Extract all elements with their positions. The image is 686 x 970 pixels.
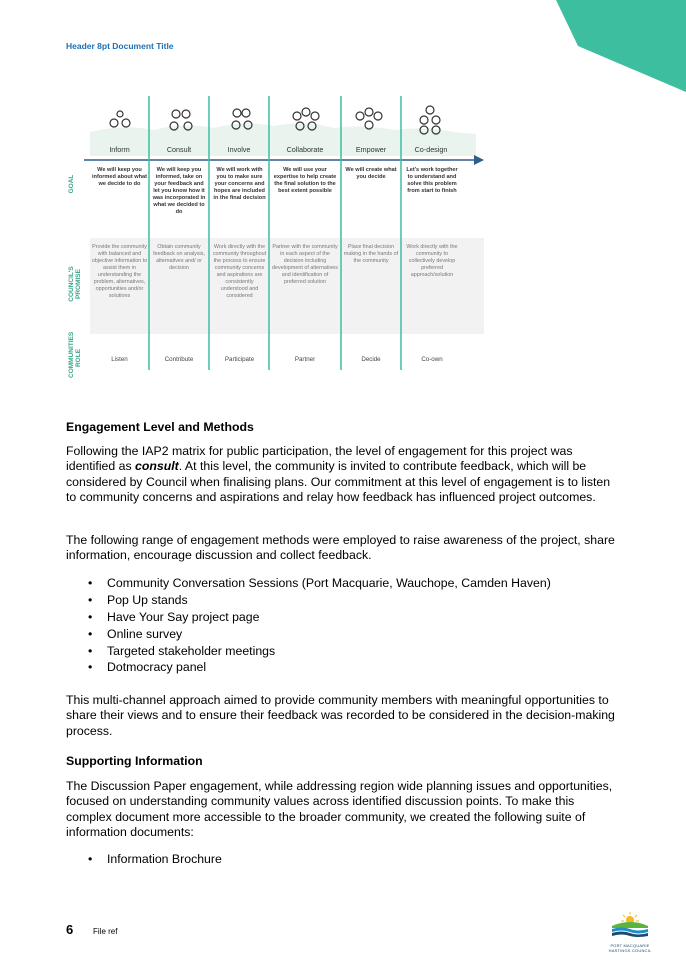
promise-collaborate: Partner with the community in each aspect of the decision including development of alternatives and identification of preferred solution [272,244,338,285]
promise-empower: Place final decision making in the hands of the community [343,244,399,264]
file-ref: File ref [93,927,118,936]
engagement-methods-list [66,575,551,676]
logo-text-line1: PORT MACQUARIE [610,943,650,948]
role-collaborate: Partner [294,356,316,363]
goal-consult: We will keep you informed, take on your feedback and let you know how it was incorporated in what we decided to do [152,167,206,215]
role-consult: Contribute [164,356,194,363]
p1-text-before: Following the IAP2 matrix for public participation, the level of engagement for this project was identified as [66,444,573,474]
council-logo [608,912,652,953]
goal-co-design: Let's work together to understand and solve this problem from start to finish [406,167,458,194]
engagement-paragraph-1 [66,444,622,505]
page-number: 6 [66,922,74,937]
supporting-paragraph: The Discussion Paper engagement, while addressing region wide planning issues and opportunities, focused on understanding community values across identified discussion points. To make this complex document more accessible to the broader community, we created the following suite of information documents: [66,779,613,839]
role-co-design: Co-own [421,356,443,363]
p1-text-after: . At this level, the community is invited to contribute feedback, which will be considered by Council when finalising plans. Our commitment at this level of engagement is to listen to community concerns and aspirations and relay how feedback has influenced project outcomes. [66,459,611,504]
row-label-promise: COUNCIL'S PROMISE [68,266,82,302]
promise-inform: Provide the community with balanced and objective information to assist them in understanding the problem, alternatives, opportunities and/or solutions [91,244,148,299]
goal-inform: We will keep you informed about what we decide to do [91,167,147,187]
matrix-graphic [64,94,484,370]
stage-inform: Inform [109,145,130,154]
engagement-paragraph-2: The following range of engagement methods were employed to raise awareness of the project, share information, encourage discussion and collect feedback. [66,533,615,563]
p1-emphasis-consult: consult [135,459,179,474]
stage-involve: Involve [227,145,251,154]
corner-decoration [556,0,686,92]
promise-involve: Work directly with the community throughout the process to ensure community concerns and aspirations are consistently understood and considered [212,244,267,299]
promise-consult: Obtain community feedback on analysis, alternatives and/ or decision [153,244,205,271]
promise-co-design: Work directly with the community to collectively develop preferred approach/solution [406,244,458,278]
list-item: • Targeted stakeholder meetings [66,643,551,660]
header-document-title: Header 8pt Document Title [66,41,174,51]
stage-consult: Consult [166,145,192,154]
list-item: • Have Your Say project page [66,609,551,626]
row-label-role: COMMUNITIES ROLE [68,331,82,378]
role-involve: Participate [224,356,255,363]
role-inform: Listen [111,356,128,363]
heading-supporting-information: Supporting Information [66,754,203,768]
stage-empower: Empower [355,145,387,154]
goal-involve: We will work with you to make sure your concerns and hopes are included in the final decision [213,167,266,201]
iap2-matrix [64,94,484,378]
goal-collaborate: We will use your expertise to help create the final solution to the best extent possible [273,167,337,194]
logo-text-line2: HASTINGS COUNCIL [608,948,652,953]
stage-co-design: Co-design [414,145,448,154]
stage-collaborate: Collaborate [286,145,324,154]
row-label-goal: GOAL [68,174,75,194]
role-empower: Decide [361,356,381,363]
list-item: • Dotmocracy panel [66,659,551,676]
list-item: • Information Brochure [66,851,222,868]
heading-engagement-level: Engagement Level and Methods [66,420,254,434]
list-item: • Pop Up stands [66,592,551,609]
list-item: • Community Conversation Sessions (Port Macquarie, Wauchope, Camden Haven) [66,575,551,592]
supporting-documents-list [66,851,222,868]
goal-empower: We will create what you decide [345,167,397,180]
list-item: • Online survey [66,626,551,643]
engagement-paragraph-3: This multi-channel approach aimed to provide community members with meaningful opportunities to share their views and to ensure their feedback was recorded to be considered in the decision-making process. [66,693,615,738]
council-logo-icon [608,912,652,938]
